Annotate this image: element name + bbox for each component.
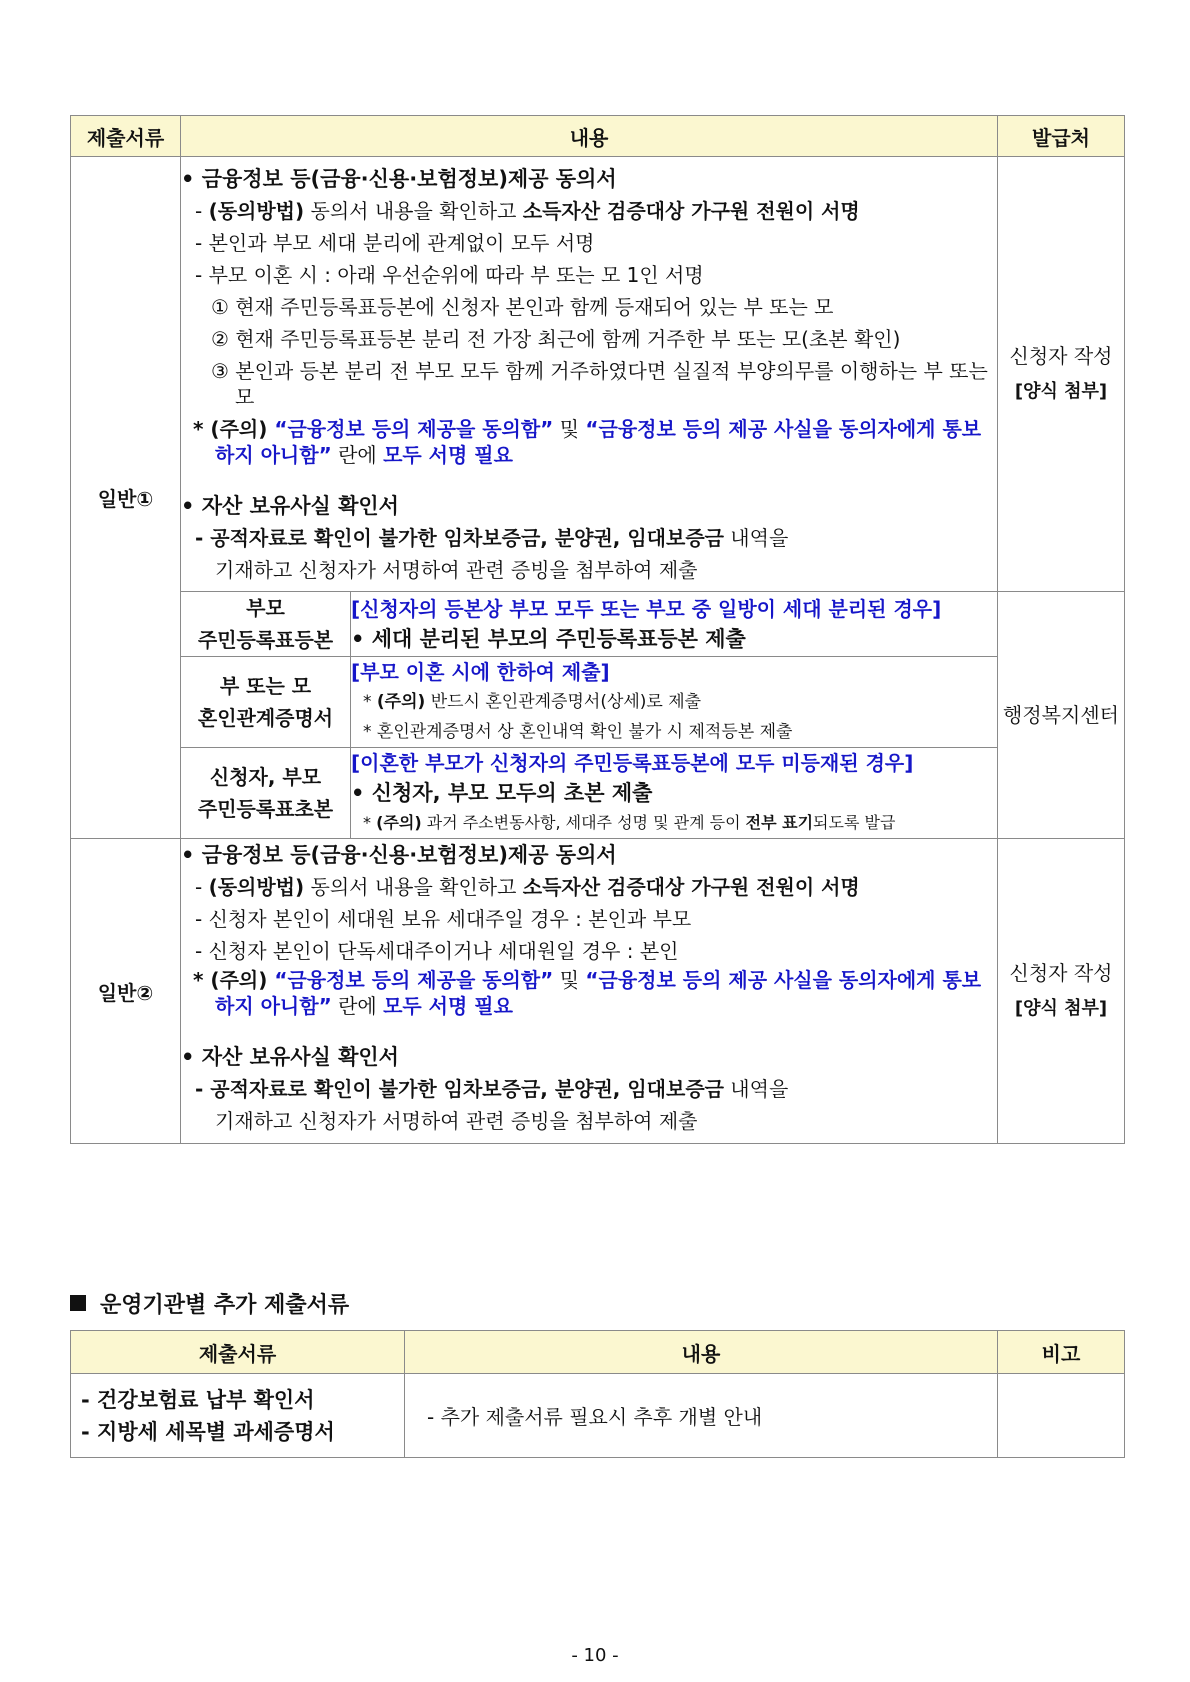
table-row-general1 <box>71 157 1125 592</box>
list-item: - 부모 이혼 시 : 아래 우선순위에 따라 부 또는 모 1인 서명 <box>195 262 704 287</box>
list-item: • 금융정보 등(금융·신용·보험정보)제공 동의서 <box>181 166 617 191</box>
table-row <box>71 592 1125 657</box>
row-label-general2: 일반② <box>71 839 181 1144</box>
list-item: - (동의방법) 동의서 내용을 확인하고 소득자산 검증대상 가구원 전원이 서명 <box>195 198 860 223</box>
header-content: 내용 <box>181 116 998 157</box>
list-item: - 공적자료로 확인이 불가한 임차보증금, 분양권, 임대보증금 내역을 <box>195 525 789 550</box>
header-content: 내용 <box>405 1331 998 1374</box>
caution-note: * (주의) “금융정보 등의 제공을 동의함” 및 “금융정보 등의 제공 사실을 동의자에게 통보하지 아니함” 란에 모두 서명 필요 <box>193 416 982 467</box>
issuer-general2: 신청자 작성 [양식 첨부] <box>998 839 1125 1144</box>
doc-abstract-register: 신청자, 부모 주민등록표초본 <box>181 748 351 839</box>
doc-marriage-certificate: 부 또는 모 혼인관계증명서 <box>181 657 351 748</box>
sub-content: [신청자의 등본상 부모 모두 또는 부모 중 일방이 세대 분리된 경우] • 세대 분리된 부모의 주민등록표등본 제출 <box>351 592 998 657</box>
header-documents: 제출서류 <box>71 1331 405 1374</box>
list-item: - 공적자료로 확인이 불가한 임차보증금, 분양권, 임대보증금 내역을 <box>195 1077 789 1101</box>
list-item: • 자산 보유사실 확인서 <box>181 1045 399 1069</box>
table-header-row <box>71 1331 1125 1374</box>
additional-documents-table <box>70 1330 1125 1458</box>
list-item: • 금융정보 등(금융·신용·보험정보)제공 동의서 <box>181 843 617 867</box>
list-item: ② 현재 주민등록표등본 분리 전 가장 최근에 함께 거주한 부 또는 모(초본 확인) <box>211 326 901 351</box>
issuer-general1: 신청자 작성 [양식 첨부] <box>998 157 1125 592</box>
list-item: 기재하고 신청자가 서명하여 관련 증빙을 첨부하여 제출 <box>215 557 698 582</box>
table-header-row <box>71 116 1125 157</box>
required-documents-table <box>70 115 1125 1144</box>
header-documents: 제출서류 <box>71 116 181 157</box>
list-item: ③ 본인과 등본 분리 전 부모 모두 함께 거주하였다면 실질적 부양의무를 이행하는 부 또는 모 <box>211 358 988 409</box>
sub-content: [부모 이혼 시에 한하여 제출] * (주의) 반드시 혼인관계증명서(상세)로 제출 * 혼인관계증명서 상 혼인내역 확인 불가 시 제적등본 제출 <box>351 657 998 748</box>
list-item: ① 현재 주민등록표등본에 신청자 본인과 함께 등재되어 있는 부 또는 모 <box>211 294 834 319</box>
list-item: - 신청자 본인이 세대원 보유 세대주일 경우 : 본인과 부모 <box>195 907 692 931</box>
header-issuer: 발급처 <box>998 116 1125 157</box>
section-title: 운영기관별 추가 제출서류 <box>70 1288 349 1319</box>
list-item: - (동의방법) 동의서 내용을 확인하고 소득자산 검증대상 가구원 전원이 서명 <box>195 875 860 899</box>
list-item: - 본인과 부모 세대 분리에 관계없이 모두 서명 <box>195 230 595 255</box>
general2-content <box>181 839 998 1144</box>
asset-title: 자산 보유사실 확인서 <box>201 493 399 518</box>
sub-content: [이혼한 부모가 신청자의 주민등록표등본에 모두 미등재된 경우] • 신청자, 부모 모두의 초본 제출 * (주의) 과거 주소변동사항, 세대주 성명 및 관계 등이 전부 표기되도록 발급 <box>351 748 998 839</box>
general1-content <box>181 157 998 592</box>
header-remark: 비고 <box>998 1331 1125 1374</box>
table-row <box>71 748 1125 839</box>
additional-docs-cell: - 건강보험료 납부 확인서 - 지방세 세목별 과세증명서 <box>71 1374 405 1458</box>
list-item: 기재하고 신청자가 서명하여 관련 증빙을 첨부하여 제출 <box>215 1109 698 1133</box>
page-number: - 10 - <box>571 1645 619 1666</box>
remark-cell <box>998 1374 1125 1458</box>
list-item: - 신청자 본인이 단독세대주이거나 세대원일 경우 : 본인 <box>195 939 679 963</box>
doc-parents-resident-register: 부모 주민등록표등본 <box>181 592 351 657</box>
additional-content-cell: - 추가 제출서류 필요시 추후 개별 안내 <box>405 1374 998 1458</box>
square-bullet-icon <box>70 1295 86 1311</box>
table-row <box>71 657 1125 748</box>
row-label-general1: 일반① <box>71 157 181 839</box>
table-row-general2 <box>71 839 1125 1144</box>
caution-note: * (주의) “금융정보 등의 제공을 동의함” 및 “금융정보 등의 제공 사실을 동의자에게 통보하지 아니함” 란에 모두 서명 필요 <box>193 968 982 1018</box>
list-item: • 자산 보유사실 확인서 <box>181 493 399 518</box>
issuer-admin-center: 행정복지센터 <box>998 592 1125 839</box>
table-row <box>71 1374 1125 1458</box>
consent-title: 금융정보 등(금융·신용·보험정보)제공 동의서 <box>201 166 617 191</box>
